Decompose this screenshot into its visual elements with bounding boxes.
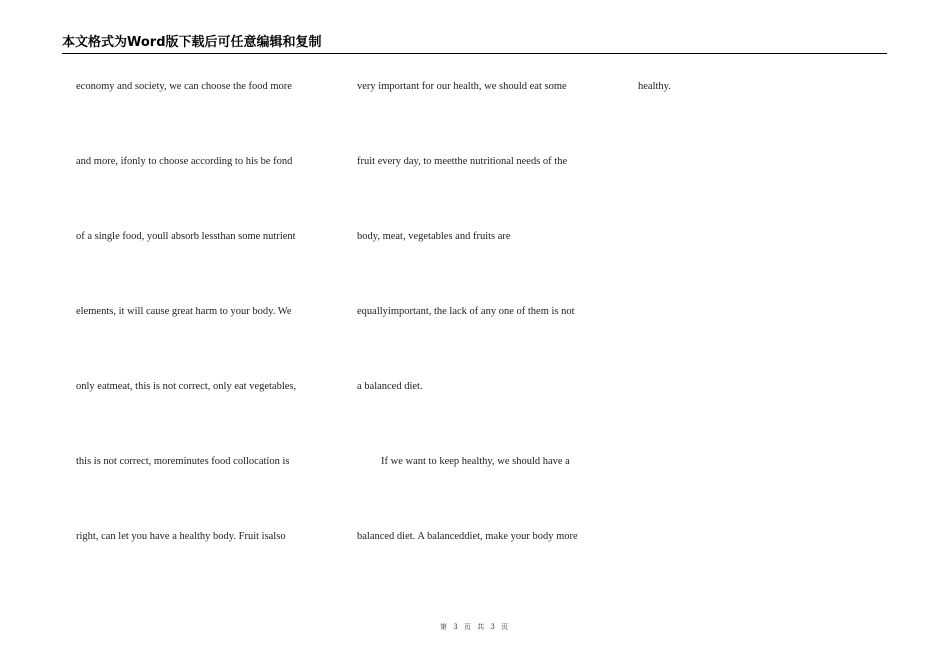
text-line: body, meat, vegetables and fruits are [357, 231, 511, 242]
text-line: of a single food, youll absorb lessthan some nutrient [76, 231, 296, 242]
page-header [62, 34, 887, 54]
text-line: and more, ifonly to choose according to his be fond [76, 156, 293, 167]
text-line: only eatmeat, this is not correct, only eat vegetables, [76, 381, 297, 392]
text-line: a balanced diet. [357, 381, 423, 392]
text-line: very important for our health, we should eat some [357, 81, 567, 92]
text-line: elements, it will cause great harm to your body. We [76, 306, 292, 317]
text-line: healthy. [638, 81, 671, 92]
paragraph-start-line: If we want to keep healthy, we should have a [381, 456, 570, 467]
text-line: fruit every day, to meetthe nutritional needs of the [357, 156, 568, 167]
text-line: right, can let you have a healthy body. Fruit isalso [76, 531, 286, 542]
header-title: 本文格式为Word版下载后可任意编辑和复制 [62, 35, 322, 50]
text-line: economy and society, we can choose the food more [76, 81, 292, 92]
text-line: equallyimportant, the lack of any one of them is not [357, 306, 575, 317]
page-number: 第 3 页 共 3 页 [439, 623, 511, 631]
text-line: this is not correct, moreminutes food collocation is [76, 456, 290, 467]
text-line: balanced diet. A balanceddiet, make your body more [357, 531, 578, 542]
